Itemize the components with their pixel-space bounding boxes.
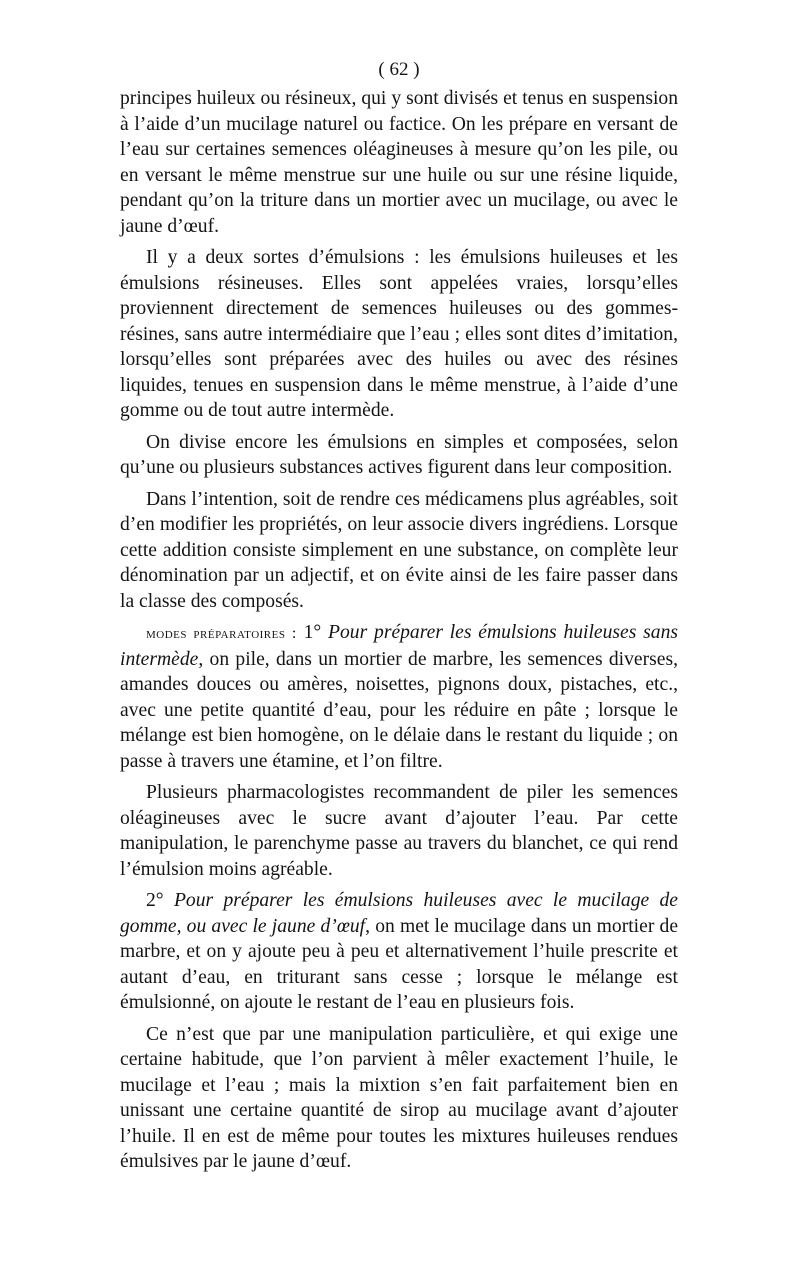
step-text: , on met le mucilage dans un mortier de marbre, et on y ajoute peu à peu et alternativement l’huile prescrite et autant d’eau, en triturant sans cesse ; lorsque le mélange est émulsionné, on ajoute le restant de l’eau en plusieurs fois. <box>120 915 679 1013</box>
book-page <box>120 58 678 1175</box>
paragraph-simple-composed: On divise encore les émulsions en simples et composées, selon qu’une ou plusieurs substances actives figurent dans leur composition. <box>120 431 678 478</box>
paragraph-continuation: principes huileux ou résineux, qui y sont divisés et tenus en suspension à l’aide d’un mucilage naturel ou factice. On les prépare en versant de l’eau sur certaines semences oléagineuses à mesure qu’on les pile, ou en versant le même menstrue sur une huile ou sur une résine liquide, pendant qu’on la triture dans un mortier avec un mucilage, ou avec le jaune d’œuf. <box>120 88 678 237</box>
section-label: modes préparatoires : <box>146 625 297 642</box>
step-number: 2° <box>146 890 174 911</box>
paragraph-preparation-1 <box>120 620 678 774</box>
paragraph-preparation-2 <box>120 888 678 1016</box>
page-number: ( 62 ) <box>378 59 420 80</box>
paragraph-ingredients: Dans l’intention, soit de rendre ces médicamens plus agréables, soit d’en modifier les propriétés, on leur associe divers ingrédiens. Lorsque cette addition consiste simplement en une substance, on complète leur dénomination par un adjectif, et on évite ainsi de les faire passer dans la classe des composés. <box>120 488 678 612</box>
paragraph-emulsion-types: Il y a deux sortes d’émulsions : les émulsions huileuses et les émulsions résineuses. Elles sont appelées vraies, lorsqu’elles proviennent directement de semences huileuses ou des gommes-résines, sans autre intermédiaire que l’eau ; elles sont dites d’imitation, lorsqu’elles sont préparées avec des huiles ou avec des résines liquides, tenues en suspension dans le même menstrue, à l’aide d’une gomme ou de tout autre intermède. <box>120 247 678 421</box>
paragraph-manipulation: Ce n’est que par une manipulation particulière, et qui exige une certaine habitude, que l’on parvient à mêler exactement l’huile, le mucilage et l’eau ; mais la mixtion s’en fait parfaitement bien en unissant une certaine quantité de sirop au mucilage avant d’ajouter l’huile. Il en est de même pour toutes les mixtures huileuses rendues émulsives par le jaune d’œuf. <box>120 1023 678 1172</box>
step-title: Pour préparer les émulsions huileuses sans intermède <box>120 622 679 670</box>
paragraph-pharmacologists: Plusieurs pharmacologistes recommandent de piler les semences oléagineuses avec le sucre avant d’ajouter l’eau. Par cette manipulation, le parenchyme passe au travers du blanchet, ce qui rend l’émulsion moins agréable. <box>120 782 678 880</box>
step-title: Pour préparer les émulsions huileuses avec le mucilage de gomme, ou avec le jaune d’œuf <box>120 890 678 937</box>
step-text: , on pile, dans un mortier de marbre, les semences diverses, amandes douces ou amères, noisettes, pignons doux, pistaches, etc., avec une petite quantité d’eau, pour les réduire en pâte ; lorsque le mélange est bien homogène, on le délaie dans le restant du liquide ; on passe à travers une étamine, et l’on filtre. <box>120 648 678 772</box>
step-number: 1° <box>296 622 329 643</box>
